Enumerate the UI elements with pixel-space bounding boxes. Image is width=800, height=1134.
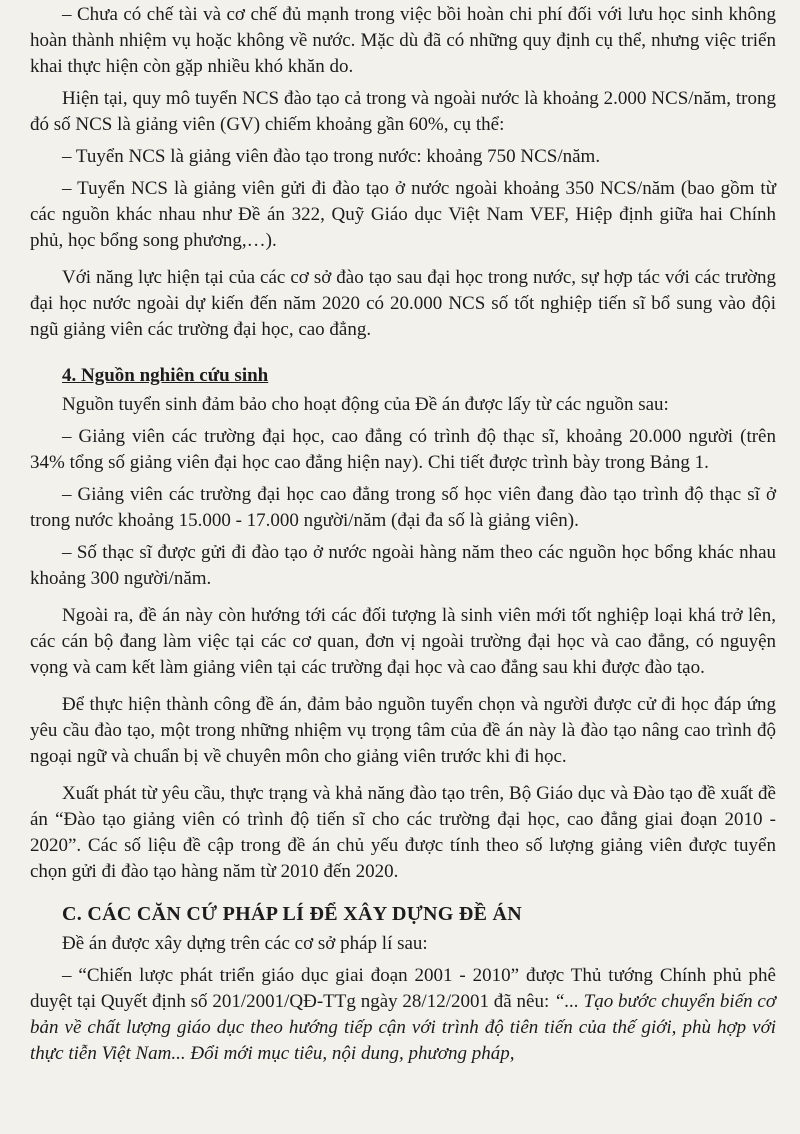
- paragraph: Với năng lực hiện tại của các cơ sở đào tạo sau đại học trong nước, sự hợp tác với các trường đại học nước ngoài dự kiến đến năm 2020 có 20.000 NCS số tốt nghiệp tiến sĩ bổ sung vào đội ngũ giảng viên các trường đại học, cao đẳng.: [30, 267, 776, 340]
- quote-intro: – “Chiến lược phát triển giáo dục giai đoạn 2001 - 2010” được Thủ tướng Chính phủ phê duyệt tại Quyết định số 201/2001/QĐ-TTg ngày 28/12/2001 đã nêu:: [30, 965, 776, 1012]
- paragraph: Xuất phát từ yêu cầu, thực trạng và khả năng đào tạo trên, Bộ Giáo dục và Đào tạo đề xuất đề án “Đào tạo giảng viên có trình độ tiến sĩ cho các trường đại học, cao đẳng giai đoạn 2010 - 2020”. Các số liệu đề cập trong đề án chủ yếu được tính theo số lượng giảng viên được tuyển chọn gửi đi đào tạo hàng năm từ 2010 đến 2020.: [30, 783, 776, 882]
- paragraph: – Chưa có chế tài và cơ chế đủ mạnh trong việc bồi hoàn chi phí đối với lưu học sinh không hoàn thành nhiệm vụ hoặc không về nước. Mặc dù đã có những quy định cụ thể, nhưng việc triển khai thực hiện còn gặp nhiều khó khăn do.: [30, 4, 776, 77]
- list-item: – Giảng viên các trường đại học, cao đẳng có trình độ thạc sĩ, khoảng 20.000 người (trên 34% tổng số giảng viên đại học cao đẳng hiện nay). Chi tiết được trình bày trong Bảng 1.: [30, 426, 776, 473]
- paragraph: Ngoài ra, đề án này còn hướng tới các đối tượng là sinh viên mới tốt nghiệp loại khá trở lên, các cán bộ đang làm việc tại các cơ quan, đơn vị ngoài trường đại học và cao đẳng, có nguyện vọng và cam kết làm giảng viên tại các trường đại học và cao đẳng sau khi được đào tạo.: [30, 605, 776, 678]
- section-heading: 4. Nguồn nghiên cứu sinh: [62, 365, 269, 386]
- list-item: – Giảng viên các trường đại học cao đẳng trong số học viên đang đào tạo trình độ thạc sĩ ở trong nước khoảng 15.000 - 17.000 người/năm (đại đa số là giảng viên).: [30, 484, 776, 531]
- quote-text: “... Tạo bước chuyển biến cơ bản về chất lượng giáo dục theo hướng tiếp cận với trình độ tiên tiến của thế giới, phù hợp với thực tiễn Việt Nam... Đổi mới mục tiêu, nội dung, phương pháp,: [30, 991, 777, 1064]
- paragraph: Hiện tại, quy mô tuyển NCS đào tạo cả trong và ngoài nước là khoảng 2.000 NCS/năm, trong đó số NCS là giảng viên (GV) chiếm khoảng gần 60%, cụ thể:: [30, 88, 776, 135]
- section-heading: C. CÁC CĂN CỨ PHÁP LÍ ĐỂ XÂY DỰNG ĐỀ ÁN: [62, 903, 523, 925]
- list-item: – Tuyển NCS là giảng viên đào tạo trong nước: khoảng 750 NCS/năm.: [62, 146, 601, 167]
- list-item: – Tuyển NCS là giảng viên gửi đi đào tạo ở nước ngoài khoảng 350 NCS/năm (bao gồm từ các nguồn khác nhau như Đề án 322, Quỹ Giáo dục Việt Nam VEF, Hiệp định giữa hai Chính phủ, học bổng song phương,…).: [30, 178, 776, 251]
- paragraph: Đề án được xây dựng trên các cơ sở pháp lí sau:: [62, 933, 428, 954]
- list-item: – Số thạc sĩ được gửi đi đào tạo ở nước ngoài hàng năm theo các nguồn học bổng khác nhau khoảng 300 người/năm.: [30, 542, 776, 589]
- list-item: [30, 963, 776, 1067]
- paragraph: Để thực hiện thành công đề án, đảm bảo nguồn tuyển chọn và người được cử đi học đáp ứng yêu cầu đào tạo, một trong những nhiệm vụ trọng tâm của đề án này là đào tạo nâng cao trình độ ngoại ngữ và chuẩn bị về chuyên môn cho giảng viên trước khi đi học.: [30, 694, 776, 767]
- paragraph: Nguồn tuyển sinh đảm bảo cho hoạt động của Đề án được lấy từ các nguồn sau:: [62, 394, 669, 415]
